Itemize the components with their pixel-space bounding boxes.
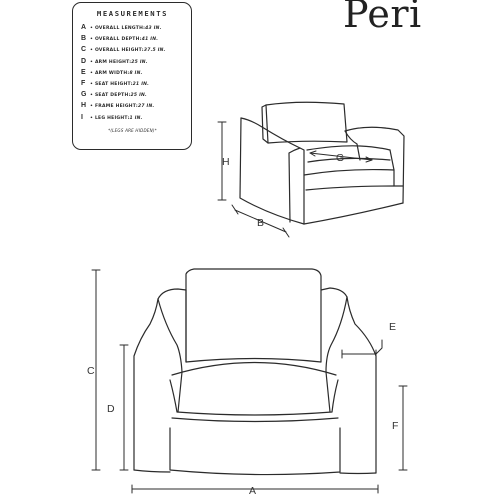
dimension-label-e: E (389, 321, 397, 333)
measurement-letter: C (81, 46, 87, 54)
measurement-value: 27 IN. (137, 104, 155, 110)
measurement-letter: B (81, 35, 87, 43)
measurement-letter: E (81, 68, 86, 76)
measurement-label: • LEG HEIGHT: (90, 115, 130, 121)
measurement-value: 8 IN. (129, 70, 143, 76)
measurements-note: *(LEGS ARE HIDDEN)* (108, 127, 157, 133)
measurement-label: • ARM HEIGHT: (90, 59, 132, 65)
measurement-label: • FRAME HEIGHT: (90, 104, 138, 110)
measurement-value: 37.5 IN. (143, 48, 166, 54)
chair-front-view (92, 269, 407, 493)
measurement-value: 21 IN. (132, 81, 150, 87)
dimension-label-a: A (249, 485, 257, 497)
dimension-label-f: F (392, 420, 399, 432)
measurement-label: • ARM WIDTH: (90, 70, 130, 76)
measurement-value: 41 IN. (141, 37, 159, 43)
measurement-label: • OVERALL DEPTH: (90, 37, 142, 43)
dimension-label-g: G (336, 152, 345, 164)
measurement-value: 25 IN. (130, 93, 148, 99)
measurement-letter: F (81, 79, 86, 87)
measurement-value: 1 IN. (129, 115, 143, 121)
measurement-letter: H (81, 102, 87, 110)
measurement-letter: A (81, 24, 87, 31)
measurement-label: • SEAT HEIGHT: (90, 81, 133, 87)
dimension-label-c: C (87, 365, 95, 377)
measurement-letter: D (81, 57, 87, 65)
measurement-letter: I (81, 113, 83, 121)
measurement-value: 43 IN. (145, 26, 162, 31)
measurements-title: MEASUREMENTS (96, 9, 169, 18)
brand-title: Peri (343, 0, 422, 36)
dimension-label-h: H (222, 156, 230, 168)
measurement-label: • OVERALL HEIGHT: (90, 48, 144, 54)
measurement-value: 25 IN. (131, 59, 148, 65)
dimension-label-b: B (257, 217, 265, 229)
measurement-letter: G (81, 91, 87, 99)
measurement-label: • OVERALL LENGTH: (90, 26, 146, 31)
measurement-label: • SEAT DEPTH: (90, 93, 131, 99)
dimension-label-d: D (107, 403, 115, 415)
chair-side-view (218, 102, 404, 237)
